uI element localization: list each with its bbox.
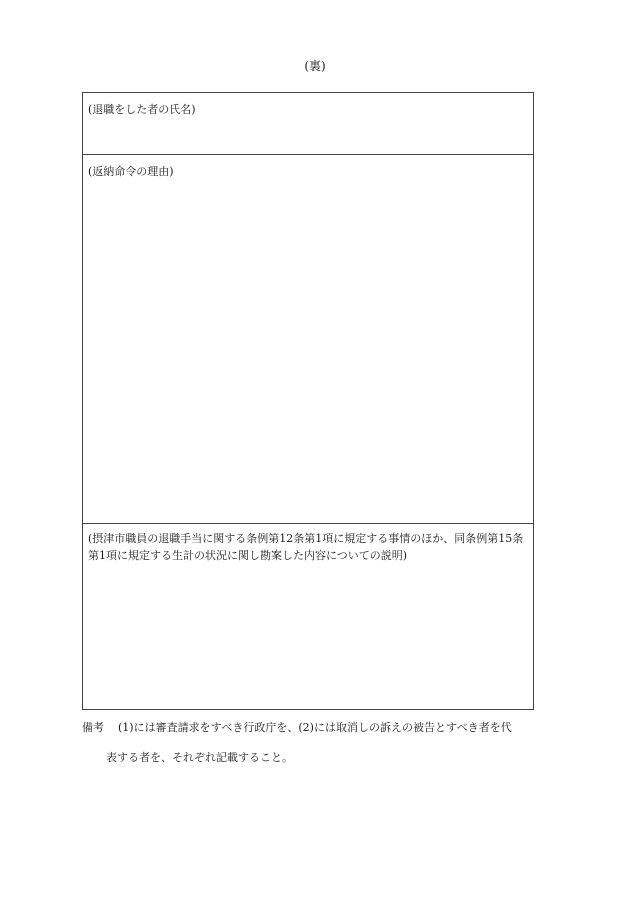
circumstances-explanation-label: (摂津市職員の退職手当に関する条例第12条第1項に規定する事情のほか、同条例第15条第1項に規定する生計の状況に関し勘案した内容についての説明) xyxy=(88,532,524,562)
circumstances-explanation-section xyxy=(83,524,533,709)
remarks-heading: 備考 xyxy=(82,721,104,734)
page-heading: (裏) xyxy=(304,59,326,73)
return-order-reason-section xyxy=(83,155,533,524)
remarks-line-1 xyxy=(82,719,552,736)
remarks-line-2: 表する者を、それぞれ記載すること。 xyxy=(106,751,293,764)
retiree-name-section xyxy=(83,93,533,155)
remarks-text-1: (1)には審査請求をすべき行政庁を、(2)には取消しの訴えの被告とすべき者を代 xyxy=(118,721,512,734)
form-table xyxy=(82,92,534,710)
return-order-reason-label: (返納命令の理由) xyxy=(88,165,174,178)
retiree-name-label: (退職をした者の氏名) xyxy=(88,103,196,116)
remarks xyxy=(82,719,552,766)
